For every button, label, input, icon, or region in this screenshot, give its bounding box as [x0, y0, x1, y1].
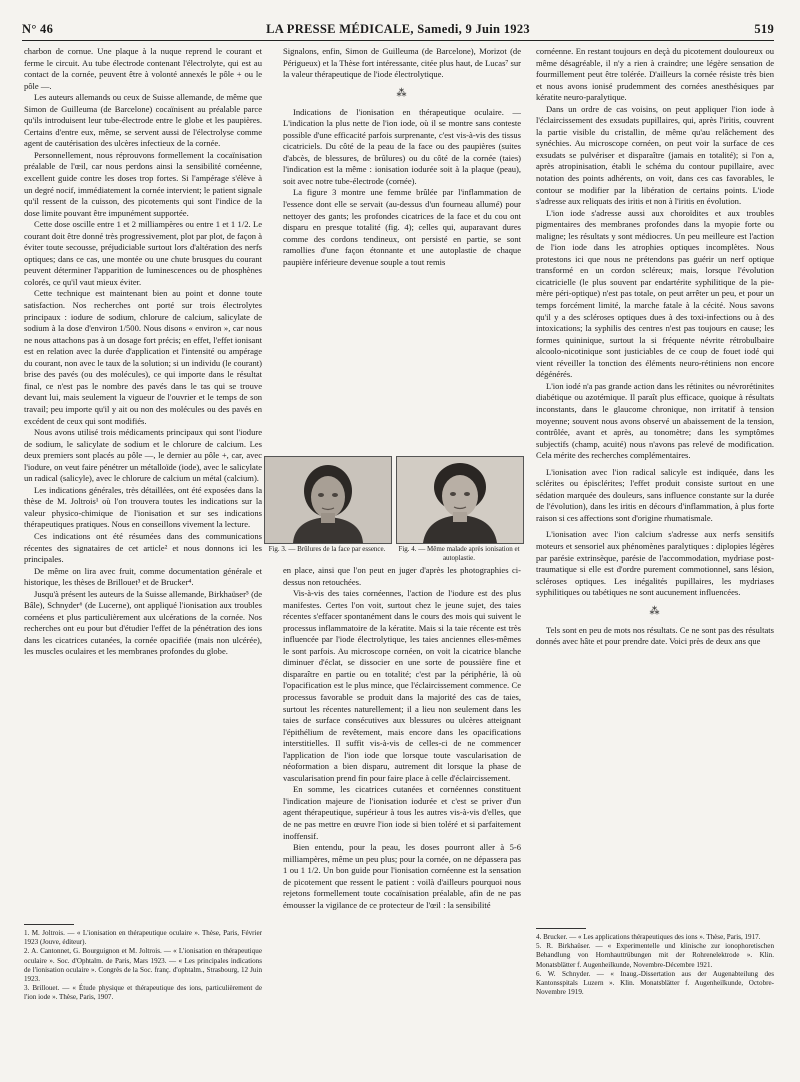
footnote: 3. Brillouet. — « Étude physique et thérapeutique des ions, particulièrement de l'ion iode ». Thèse, Paris, 1907.: [24, 984, 262, 1002]
paragraph: De même on lira avec fruit, comme documentation générale et historique, les thèses de Brillouet³ et de Brucker⁴.: [24, 565, 262, 588]
paragraph: Tels sont en peu de mots nos résultats. Ce ne sont pas des résultats donnés avec hâte et pour prendre date. Voici près de deux ans que: [536, 624, 774, 647]
footnote: 2. A. Cantonnet, G. Bourguignon et M. Joltrois. — « L'ionisation en thérapeutique oculaire ». Soc. d'Ophtalm. de Paris, Mars 1923. — « Les principales indications de l'ionisation oculaire ». Congrès de la Soc. franç. d'ophtalm., Strasbourg, 12 Juin 1923.: [24, 947, 262, 984]
footnote: 1. M. Joltrois. — « L'ionisation en thérapeutique oculaire ». Thèse, Paris, Février 1923 (Jouve, éditeur).: [24, 929, 262, 947]
paragraph: Cette dose oscille entre 1 et 2 milliampères ou entre 1 et 1 1/2. Le courant doit être donné très progressivement, plot par plot, de façon à éviter toute secousse, préjudiciable surtout lors d'altération des nerfs optiques; dans ce cas, une montée ou une chute brusques du courant peuvent déterminer l'apparition de luminescences ou de phosphènes colorés, ce qu'il vaut mieux éviter.: [24, 219, 262, 287]
portrait-woman-icon: [265, 457, 391, 543]
issue-number: N° 46: [22, 22, 54, 36]
column-3: [536, 46, 774, 926]
page-header: [22, 20, 774, 41]
figures-block: [262, 456, 524, 562]
footnote-divider: [24, 924, 74, 925]
column-1: [24, 46, 262, 919]
paragraph: L'ion iode s'adresse aussi aux choroïdites et aux troubles pigmentaires des membranes profondes dans la myopie forte ou maligne; les résultats y sont médiocres. Un peu meilleure est l'action de l'ion iode dans les atrophies optiques incomplètes. Nous protestons ici que nous ne prétendons pas guérir un nerf optique transformé en un cordon scléreux; mais, lorsque l'évolution cicatricielle (le plus souvent par endartérite syphilitique de la pie-mère péri-optique) n'est pas totale, on peut arrêter un peu, et pour un temps forcément limité, la marche fatale à la cécité. Nous savons qu'il y a des scléroses optiques dues à des toxi-infections ou à des intoxications; la syphilis des centres n'est pas toujours en cause; les formes quininique, surtout la si fréquente névrite rétrobulbaire alcoolo-nicotinique sont justiciables de ce coup de fouet iodé qui vient réveiller la tonction des éléments neuro-rétiniens non encore dégénérés.: [536, 207, 774, 380]
portrait-woman-icon: [397, 457, 523, 543]
journal-title: LA PRESSE MÉDICALE, Samedi, 9 Juin 1923: [266, 22, 530, 36]
footnotes-left: [24, 924, 262, 1003]
paragraph: En somme, les cicatrices cutanées et cornéennes constituent l'indication majeure de l'ionisation iodurée et c'est se priver d'un agent thérapeutique, supérieur à tous les autres vis-à-vis d'elles, que de ne pas mettre en œuvre l'ion iode si bien toléré et si parfaitement inoffensif.: [283, 784, 521, 841]
paragraph: Personnellement, nous réprouvons formellement la cocaïnisation préalable de l'œil, car nous perdons ainsi la sensibilité cornéenne, excellent guide contre les doses trop fortes. Si l'ampérage s'élève à un degré nocif, immédiatement la cornée intervient; le patient signale qu'il ressent de la cuisson, des picotements qui sont l'indice de la dose limite pouvant être impunément supportée.: [24, 149, 262, 218]
paragraph: en place, ainsi que l'on peut en juger d'après les photographies ci-dessus non retouchées.: [283, 565, 521, 587]
footnote: 6. W. Schnyder. — « Inaug.-Dissertation aus der Augenabteilung des Kantonsspitals Luzern ». Klin. Monatsblätter f. Augenheilkunde, Octobre-Novembre 1919.: [536, 969, 774, 997]
paragraph: Signalons, enfin, Simon de Guilleuma (de Barcelone), Morizot (de Périgueux) et la Thèse fort intéressante, citée plus haut, de Lucas⁷ sur la valeur thérapeutique de l'iode électrolytique.: [283, 46, 521, 80]
paragraph: Ces indications ont été résumées dans des communications récentes des signataires de cet article² et nous donnons ici les principales.: [24, 530, 262, 565]
paragraph: Cette technique est maintenant bien au point et donne toute satisfaction. Nos recherches ont porté sur trois électrolytes principaux : iodure de sodium, chlorure de calcium, salicylate de sodium à la dose d'environ 1/500. Nous disons « environ », car nous ne nous attachons pas à un dosage fort précis; en effet, l'effet ionisant est en relation avec la durée d'application et l'intensité ou ampérage du courant, non avec le taux de la solution; si un individu (le courant) brise des pavés (ou des molécules), ce qui importe dans le résultat final, ce n'est pas le nombre des pavés dans le tas qui se trouve devant lui, mais seulement la vigueur de l'ouvrier et le temps de son travail; peu importe qu'il y ait ou non des molécules ou des pavés en excédent de ceux qui sont modifiés.: [24, 288, 262, 426]
photo-fig-4: [396, 456, 524, 544]
caption-fig-4: Fig. 4. — Même malade après ionisation et autoplastie.: [398, 545, 520, 562]
paragraph: Nous avons utilisé trois médicaments principaux qui sont l'iodure de sodium, le salicylate de sodium et le chlorure de calcium. Les deux premiers sont placés au pôle —, le dernier au pôle +, car, avec l'iodure, on veut faire pénétrer un métalloïde (iode), avec le salicylate un radical (salicyle), avec le chlorure de calcium un métal (calcium).: [24, 427, 262, 484]
footnote-divider: [536, 928, 586, 929]
paragraph: L'ion iodé n'a pas grande action dans les rétinites ou névrorétinites diabétique ou azotémique. Il paraît plus efficace, quoique à résultats inconstants, dans le glaucome chronique, non irritatif à tension moyenne; souvent nous avons observé un abaissement de la tension, contrôlée, avant et après, au tonomètre; dans les symptômes subjectifs (champ, acuité) nous n'avons pas relevé de modification. Cela mérite des recherches complémentaires.: [536, 380, 774, 461]
footnote: 4. Brucker. — « Les applications thérapeutiques des ions ». Thèse, Paris, 1917.: [536, 933, 761, 941]
paragraph: La figure 3 montre une femme brûlée par l'inflammation de l'essence dont elle se servait (au-dessus d'un fourneau allumé) pour nettoyer des gants; les profondes cicatrices de la face et du cou ont disparu en presque totalité (fig. 4); celles qui, auparavant dures comme des cordons tendineux, ont persisté en partie, se sont ramollies d'une façon étonnante et une autoplastie de chaque paupière inférieure devenue souple a tout remis: [283, 187, 521, 267]
section-separator-stars: ⁂: [649, 605, 661, 617]
paragraph: Bien entendu, pour la peau, les doses pourront aller à 5-6 milliampères, même un peu plus; pour la cornée, on ne dépassera pas 1 ou 1 1/2. Un bon guide pour l'ionisation cornéenne est la sensation de picotement que ressent le patient : voilà d'ailleurs pourquoi nous rejetons formellement toute cocaïnisation préalable, afin de ne pas émousser la vigilance de ce protecteur de l'œil : la sensibilité: [283, 842, 521, 910]
paragraph: L'ionisation avec l'ion radical salicyle est indiquée, dans les sclérites ou épisclérites; l'effet produit consiste surtout en une sédation marquée des douleurs, sans influence constante sur la durée de l'évolution), dans les iritis en décours d'inflammation, à plus forte raison si ces affections sont d'origine rhumatismale.: [536, 466, 774, 523]
column-2-bottom: [283, 565, 521, 1065]
footnote: 5. R. Birkhaüser. — « Experimentelle und klinische zur ionophoretischen Behandlung von Hornhauttrübungen mit der Rohrenelektrode ». Klin. Monatsblätter f. Augenheilkunde, Novembre-Décembre 1921.: [536, 942, 774, 969]
paragraph: cornéenne. En restant toujours en deçà du picotement douloureux ou même désagréable, il n'y a rien à craindre; une légère sensation de fourmillement peut être tolérée. D'ailleurs la cornée résiste très bien et nous avons ionisé prudemment des cornées anesthésiques par kératite neuro-paralytique.: [536, 46, 774, 103]
paragraph: Les auteurs allemands ou ceux de Suisse allemande, de même que Simon de Guilleuma (de Barcelone) cocaïnisent au préalable parce qu'ils introduisent leur tube-électrode entre le globe et les paupières. Certains d'entre eux, même, se servent aussi de l'électrolyse comme agent de cautérisation des ulcères infectieux de la cornée.: [24, 92, 262, 149]
paragraph: Jusqu'à présent les auteurs de la Suisse allemande, Birkhaüser⁵ (de Bâle), Schnyder⁶ (de Lucerne), ont appliqué l'ionisation aux troubles cornéens et plus particulièrement aux ulcérations de la cornée. Nos recherches ont eu pour but d'étudier l'effet de la pénétration des ions dans les cicatrices cutanées, la cornée opacifiée (mais non ulcérée), les muscles oculaires et les membranes profondes du globe.: [24, 588, 262, 657]
paragraph: Les indications générales, très détaillées, ont été exposées dans la thèse de M. Joltrois¹ où l'on trouvera toutes les indications sur la valeur physico-chimique de l'ionisation et sur ses indications thérapeutiques pratiques. Nous en conseillons vivement la lecture.: [24, 484, 262, 530]
column-2-top: [283, 46, 521, 451]
paragraph: Vis-à-vis des taies cornéennes, l'action de l'iodure est des plus manifestes. Certes l'on voit, surtout chez le jeune sujet, des taies récentes s'effacer spontanément dans le cours des mois qui suivent le processus inflammatoire de la kératite. Mais si la taie récente est très influencée par l'iode électrolytique, les taies anciennes elles-mêmes le sont parfois. Au microscope cornéen, on voit la cicatrice blanche diminuer d'éclat, se dissocier en une sorte de poussière fine et disparaître en partie ou en totalité; c'est par la périphérie, là où l'opacification est le plus mince, que l'éclaircissement commence. Ce processus favorable se produit dans la majorité des cas de taies, surtout les récentes naturellement; il a lieu non seulement dans les taies de surface consécutives aux blessures ou ulcères atteignant l'épithélium de revêtement, mais encore dans les opacifications interstitielles. Il suffit vis-à-vis de celles-ci de ne commencer l'application de l'ion iode que lorsque toute vascularisation de néoformation a bien disparu, autrement dit lorsque la phase de vascularisation prend fin pour faire place à celle d'éclaircissement.: [283, 588, 521, 783]
photo-fig-3: [264, 456, 392, 544]
caption-fig-3: Fig. 3. — Brûlures de la face par essence.: [268, 545, 386, 553]
section-paragraph-indications: Indications de l'ionisation en thérapeutique oculaire. — L'indication la plus nette de l'ion iode, où il se montre sans conteste possible d'une efficacité parfois surprenante, c'est vis-à-vis des tissus cicatriciels. Du côté de la peau de la face ou des paupières (suites d'abcès, de blessures, de brûlures) ou du côté de la cornée (taies) l'indication est la même : ionisation iodurée soit à la plaque (peau), soit avec notre tube-électrode (cornée).: [283, 106, 521, 186]
section-separator-stars: ⁂: [396, 87, 408, 99]
paragraph: Dans un ordre de cas voisins, on peut appliquer l'ion iode à l'éclaircissement des exsudats pupillaires, qui, après l'iritis, couvrent la partie visible du cristallin, de même qu'au relâchement des synéchies. Au microscope cornéen, on peut voir la surface de ces exsudats se pulvériser et disparaître (jamais en totalité); si l'on a, après atropinisation, établi le schéma du contour pupillaire, avec notation des points adhérents, on voit, dans ces cas favorables, le contour se modifier par la libération de certains points. L'iode s'adresse aux reliquats des iritis et non à l'iritis en évolution.: [536, 103, 774, 207]
paragraph: L'ionisation avec l'ion calcium s'adresse aux nerfs sensitifs moteurs et sensoriel aux phénomènes paralytiques : diplopies légères par parésie extrinsèque, parésie de l'accommodation, mydriase post-traumatique si elle est d'ordre purement commotionnel, sans lésion, scléroses optiques. Les inégalités pupillaires, les mydriases syphilitiques ou tabétiques ne sont aucunement influencées.: [536, 529, 774, 598]
paragraph: charbon de cornue. Une plaque à la nuque reprend le courant et ferme le circuit. Au tube électrode contenant l'électrolyte, qui est au contact de la cornée, peuvent être à volonté annexés le pôle + ou le pôle —.: [24, 46, 262, 91]
page-number: 519: [754, 22, 774, 36]
footnotes-right: [536, 928, 774, 997]
